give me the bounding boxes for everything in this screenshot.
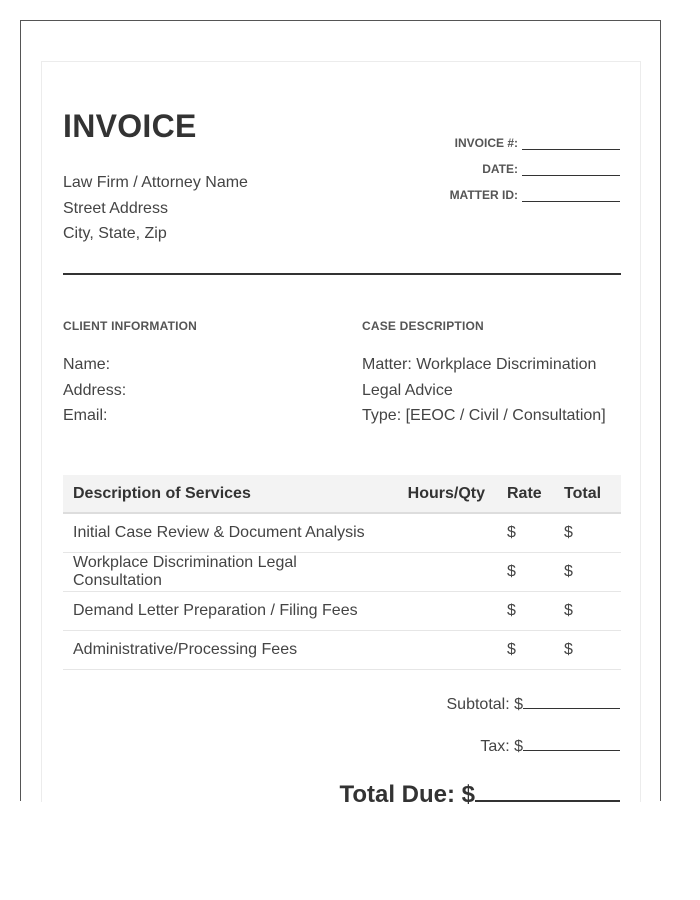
table-row: [63, 513, 621, 552]
service-description: Workplace Discrimination Legal Consultation: [63, 552, 397, 591]
tax-blank: [523, 736, 620, 751]
service-rate: $: [497, 513, 554, 552]
header-hours: Hours/Qty: [397, 475, 497, 513]
total-due-blank: [475, 778, 620, 802]
total-due-row: [339, 778, 620, 809]
firm-street: Street Address: [63, 199, 168, 217]
table-row: [63, 630, 621, 669]
invoice-sheet: [41, 61, 641, 808]
service-description: Demand Letter Preparation / Filing Fees: [63, 591, 397, 630]
date-blank: [522, 163, 620, 176]
table-row: [63, 591, 621, 630]
case-description: [362, 352, 606, 429]
service-hours: [397, 630, 497, 669]
date-row: [360, 150, 620, 176]
service-hours: [397, 591, 497, 630]
service-total: $: [554, 552, 621, 591]
header-rate: Rate: [497, 475, 554, 513]
invoice-number-blank: [522, 137, 620, 150]
tax-label: Tax: $: [480, 738, 523, 755]
table-row: [63, 552, 621, 591]
firm-address-block: [63, 170, 248, 247]
header-total: Total: [554, 475, 621, 513]
case-description-heading: CASE DESCRIPTION: [362, 319, 484, 333]
header-description: Description of Services: [63, 475, 397, 513]
case-matter-detail: Legal Advice: [362, 381, 453, 399]
case-matter: Matter: Workplace Discrimination: [362, 356, 597, 373]
services-header-row: [63, 475, 621, 513]
service-total: $: [554, 630, 621, 669]
matter-id-blank: [522, 189, 620, 202]
service-hours: [397, 552, 497, 591]
service-rate: $: [497, 591, 554, 630]
case-type: Type: [EEOC / Civil / Consultation]: [362, 407, 606, 424]
subtotal-row: [320, 694, 620, 714]
invoice-number-row: [360, 124, 620, 150]
service-rate: $: [497, 552, 554, 591]
service-rate: $: [497, 630, 554, 669]
client-address-label: Address:: [63, 381, 127, 399]
subtotal-label: Subtotal: $: [446, 696, 523, 713]
document-frame: [20, 20, 661, 808]
subtotal-blank: [523, 694, 620, 709]
client-info-heading: CLIENT INFORMATION: [63, 319, 198, 333]
service-description: Administrative/Processing Fees: [63, 630, 397, 669]
invoice-number-label: INVOICE #:: [454, 136, 518, 150]
invoice-title: INVOICE: [63, 108, 197, 144]
client-name-label: Name:: [63, 356, 111, 373]
services-table: [63, 475, 621, 670]
date-label: DATE:: [482, 162, 518, 176]
service-total: $: [554, 591, 621, 630]
client-info: [63, 352, 126, 429]
service-description: Initial Case Review & Document Analysis: [63, 513, 397, 552]
firm-city: City, State, Zip: [63, 225, 167, 242]
client-email-label: Email:: [63, 407, 108, 424]
matter-id-label: MATTER ID:: [449, 188, 518, 202]
service-total: $: [554, 513, 621, 552]
firm-name: Law Firm / Attorney Name: [63, 174, 248, 191]
service-hours: [397, 513, 497, 552]
total-due-label: Total Due: $: [339, 781, 475, 808]
header-divider: [63, 273, 621, 275]
tax-row: [320, 736, 620, 756]
invoice-meta-block: [360, 124, 620, 202]
matter-id-row: [360, 176, 620, 202]
